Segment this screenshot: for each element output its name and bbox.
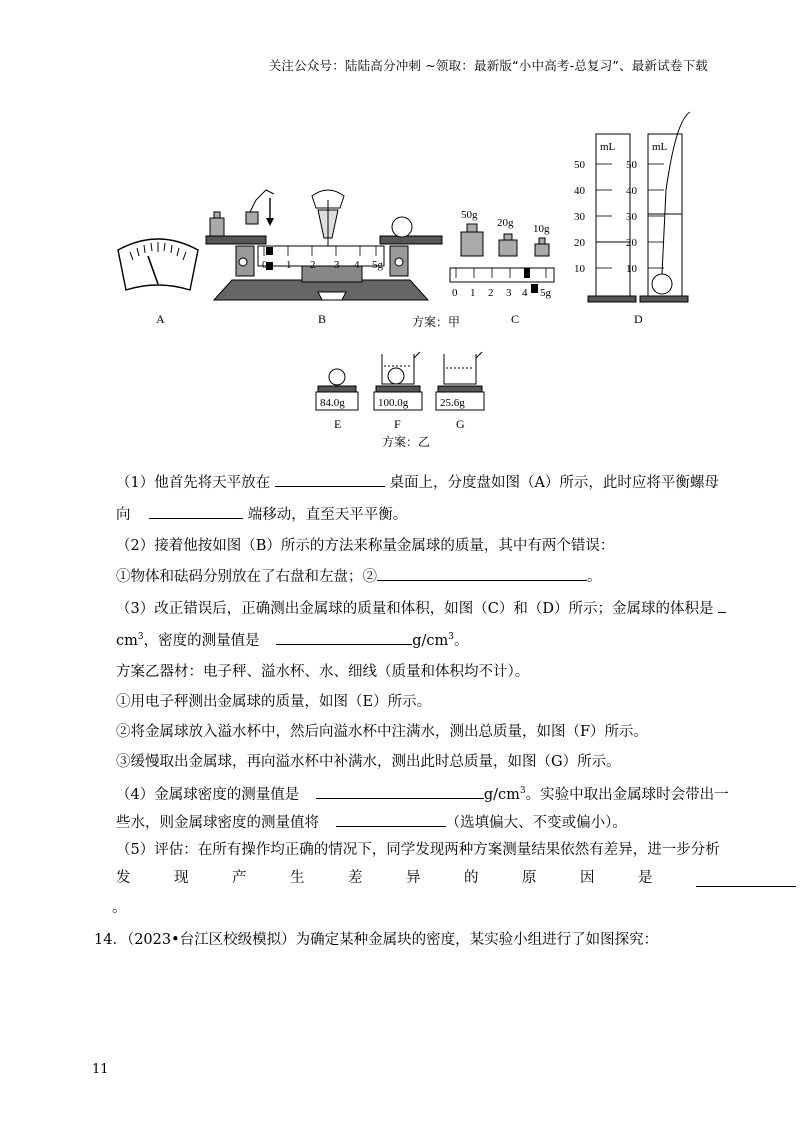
- figure-f-scale: [374, 352, 422, 431]
- q4-line-2: 些水，则金属球密度的测量值将 （选填偏大、不变或偏小）。: [116, 812, 627, 833]
- figure-b-balance: [206, 190, 442, 326]
- plan-yi-equipment: 方案乙器材：电子秤、溢水杯、水、细线（质量和体积均不计）。: [116, 664, 530, 680]
- q1-line-1: （1）他首先将天平放在 桌面上，分度盘如图（A）所示，此时应将平衡螺母: [116, 472, 719, 493]
- q3-line-1: （3）改正错误后，正确测出金属球的质量和体积，如图（C）和（D）所示；金属球的体积是: [116, 598, 726, 619]
- scheme-jia-label: 方案：甲: [412, 315, 461, 329]
- plan-yi-step-2: ②将金属球放入溢水杯中，然后向溢水杯中注满水，测出总质量，如图（F）所示。: [116, 724, 649, 740]
- svg-text:2: 2: [488, 287, 494, 299]
- svg-text:0: 0: [452, 287, 458, 299]
- svg-text:mL: mL: [600, 141, 616, 153]
- figure-label-f: F: [394, 417, 401, 431]
- figure-g-scale: [436, 352, 484, 431]
- figure-c-weights: [450, 209, 554, 326]
- q1-blank-2[interactable]: [149, 504, 243, 519]
- svg-text:100.0g: 100.0g: [378, 397, 409, 409]
- q5-blank[interactable]: [696, 872, 796, 887]
- svg-text:25.6g: 25.6g: [440, 397, 465, 409]
- svg-text:84.0g: 84.0g: [320, 397, 345, 409]
- svg-text:50: 50: [626, 159, 637, 171]
- question-14: 14．（2023•台江区校级模拟）为确定某种金属块的密度，某实验小组进行了如图探究：: [94, 932, 659, 948]
- figure-label-a: A: [156, 312, 165, 326]
- svg-text:50g: 50g: [461, 209, 478, 221]
- svg-text:0: 0: [262, 259, 268, 271]
- figure-label-b: B: [318, 312, 327, 326]
- svg-text:30: 30: [626, 211, 637, 223]
- figure-e-scale: [316, 369, 358, 431]
- q5-line-2: 发 现 产 生 差 异 的 原 因 是: [116, 866, 796, 887]
- svg-text:10: 10: [626, 263, 637, 275]
- svg-text:40: 40: [626, 185, 637, 197]
- plan-yi-step-1: ①用电子秤测出金属球的质量，如图（E）所示。: [116, 694, 432, 710]
- figure-d-cylinders: [574, 112, 690, 326]
- svg-text:1: 1: [470, 287, 476, 299]
- svg-text:20g: 20g: [497, 217, 514, 229]
- svg-text:10: 10: [574, 263, 585, 275]
- figure-a-dial: [118, 239, 198, 326]
- q3-blank-2[interactable]: [276, 630, 412, 645]
- svg-text:5g: 5g: [372, 259, 383, 271]
- svg-text:mL: mL: [652, 141, 668, 153]
- experiment-figures: [0, 0, 800, 460]
- q5-end: 。: [112, 900, 127, 916]
- svg-text:10g: 10g: [533, 223, 550, 235]
- svg-text:1: 1: [286, 259, 292, 271]
- svg-text:40: 40: [574, 185, 585, 197]
- svg-text:2: 2: [310, 259, 316, 271]
- plan-yi-step-3: ③缓慢取出金属球，再向溢水杯中补满水，测出此时总质量，如图（G）所示。: [116, 754, 621, 770]
- q2-blank[interactable]: [377, 566, 587, 581]
- svg-text:4: 4: [522, 287, 528, 299]
- q2-line-2: ①物体和砝码分别放在了右盘和左盘；② 。: [116, 566, 602, 587]
- q4-blank-1[interactable]: [316, 784, 484, 799]
- q4-line-1: （4）金属球密度的测量值是 $g/cm^3$。实验中取出金属球时会带出一: [116, 784, 729, 805]
- svg-text:30: 30: [574, 211, 585, 223]
- q1-blank-1[interactable]: [275, 472, 385, 487]
- svg-text:20: 20: [574, 237, 585, 249]
- q3-line-2: $cm^3$，密度的测量值是 $g/cm^3$。: [116, 630, 469, 651]
- svg-text:20: 20: [626, 237, 637, 249]
- svg-text:4: 4: [354, 259, 360, 271]
- svg-text:3: 3: [506, 287, 512, 299]
- q3-blank-1[interactable]: [718, 598, 726, 613]
- q2-line-1: （2）接着他按如图（B）所示的方法来称量金属球的质量，其中有两个错误：: [116, 538, 615, 554]
- svg-text:5g: 5g: [540, 287, 551, 299]
- page-header: 关注公众号：陆陆高分冲刺 ~领取：最新版“小中高考-总复习”、最新试卷下载: [268, 58, 708, 73]
- q1-line-2: 向 端移动，直至天平平衡。: [116, 504, 407, 525]
- figure-label-c: C: [511, 312, 520, 326]
- svg-text:3: 3: [334, 259, 340, 271]
- figure-label-e: E: [334, 417, 342, 431]
- q4-blank-2[interactable]: [336, 812, 446, 827]
- page-number: 11: [92, 1062, 109, 1077]
- svg-text:50: 50: [574, 159, 585, 171]
- q5-line-1: （5）评估：在所有操作均正确的情况下，同学发现两种方案测量结果依然有差异，进一步分析: [116, 842, 720, 858]
- figure-label-g: G: [456, 417, 465, 431]
- scheme-yi-label: 方案：乙: [382, 435, 431, 449]
- figure-label-d: D: [634, 312, 643, 326]
